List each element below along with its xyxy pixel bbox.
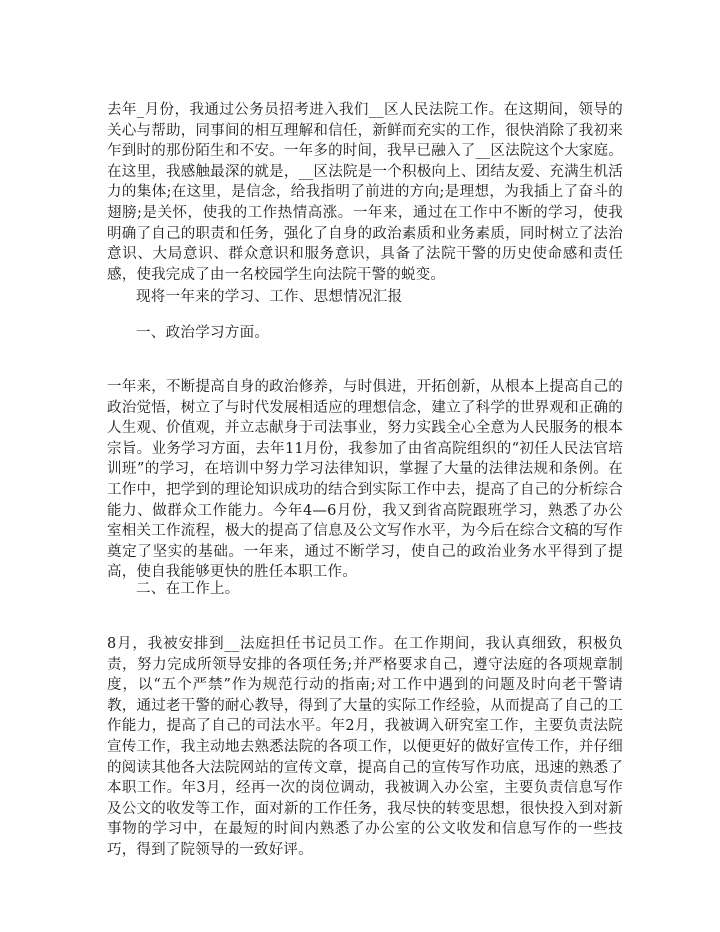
heading-report-intro: 现将一年来的学习、工作、思想情况汇报: [136, 289, 403, 305]
paragraph-work: 8月，我被安排到__法庭担任书记员工作。在工作期间，我认真细致，积极负责，努力完成所领导安排的各项任务;并严格要求自己，遵守法庭的各项规章制度，以“五个严禁”作为规范行动的指南;对工作中遇到的问题及时向老干警请教，通过老干警的耐心教导，得到了大量的实际工作经验，从而提高了自己的工作能力，提高了自己的司法水平。年2月，我被调入研究室工作，主要负责法院宣传工作，我主动地去熟悉法院的各项工作，以便更好的做好宣传工作，并仔细的阅读其他各大法院网站的宣传文章，提高自己的宣传写作功底，迅速的熟悉了本职工作。年3月，经再一次的岗位调动，我被调入办公室，主要负责信息写作及公文的收发等工作，面对新的工作任务，我尽快的转变思想，很快投入到对新事物的学习中，在最短的时间内熟悉了办公室的公文收发和信息写作的一些技巧，得到了院领导的一致好评。: [107, 636, 623, 858]
heading-political-study: 一、政治学习方面。: [136, 325, 270, 341]
paragraph-political-study: 一年来，不断提高自身的政治修养，与时俱进，开拓创新，从根本上提高自己的政治觉悟，树立了与时代发展相适应的理想信念，建立了科学的世界观和正确的人生观、价值观，并立志献身于司法事业，努力实践全心全意为人民服务的根本宗旨。业务学习方面，去年11月份，我参加了由省高院组织的“初任人民法官培训班”的学习，在培训中努力学习法律知识，掌握了大量的法律法规和条例。在工作中，把学到的理论知识成功的结合到实际工作中去，提高了自己的分析综合能力、做群众工作能力。今年4—6月份，我又到省高院跟班学习，熟悉了办公室相关工作流程，极大的提高了信息及公文写作水平，为今后在综合文稿的写作奠定了坚实的基础。一年来，通过不断学习，使自己的政治业务水平得到了提高，使自我能够更快的胜任本职工作。: [107, 379, 623, 581]
heading-work: 二、在工作上。: [136, 581, 240, 597]
paragraph-intro: 去年_月份，我通过公务员招考进入我们__区人民法院工作。在这期间，领导的关心与帮助，同事间的相互理解和信任，新鲜而充实的工作，很快消除了我初来乍到时的那份陌生和不安。一年多的时间，我早已融入了__区法院这个大家庭。在这里，我感触最深的就是，__区法院是一个积极向上、团结友爱、充满生机活力的集体;在这里，是信念，给我指明了前进的方向;是理想，为我插上了奋斗的翅膀;是关怀，使我的工作热情高涨。一年来，通过在工作中不断的学习，使我明确了自己的职责和任务，强化了自身的政治素质和业务素质，同时树立了法治意识、大局意识、群众意识和服务意识，具备了法院干警的历史使命感和责任感，使我完成了由一名校园学生向法院干警的蜕变。: [107, 102, 623, 283]
